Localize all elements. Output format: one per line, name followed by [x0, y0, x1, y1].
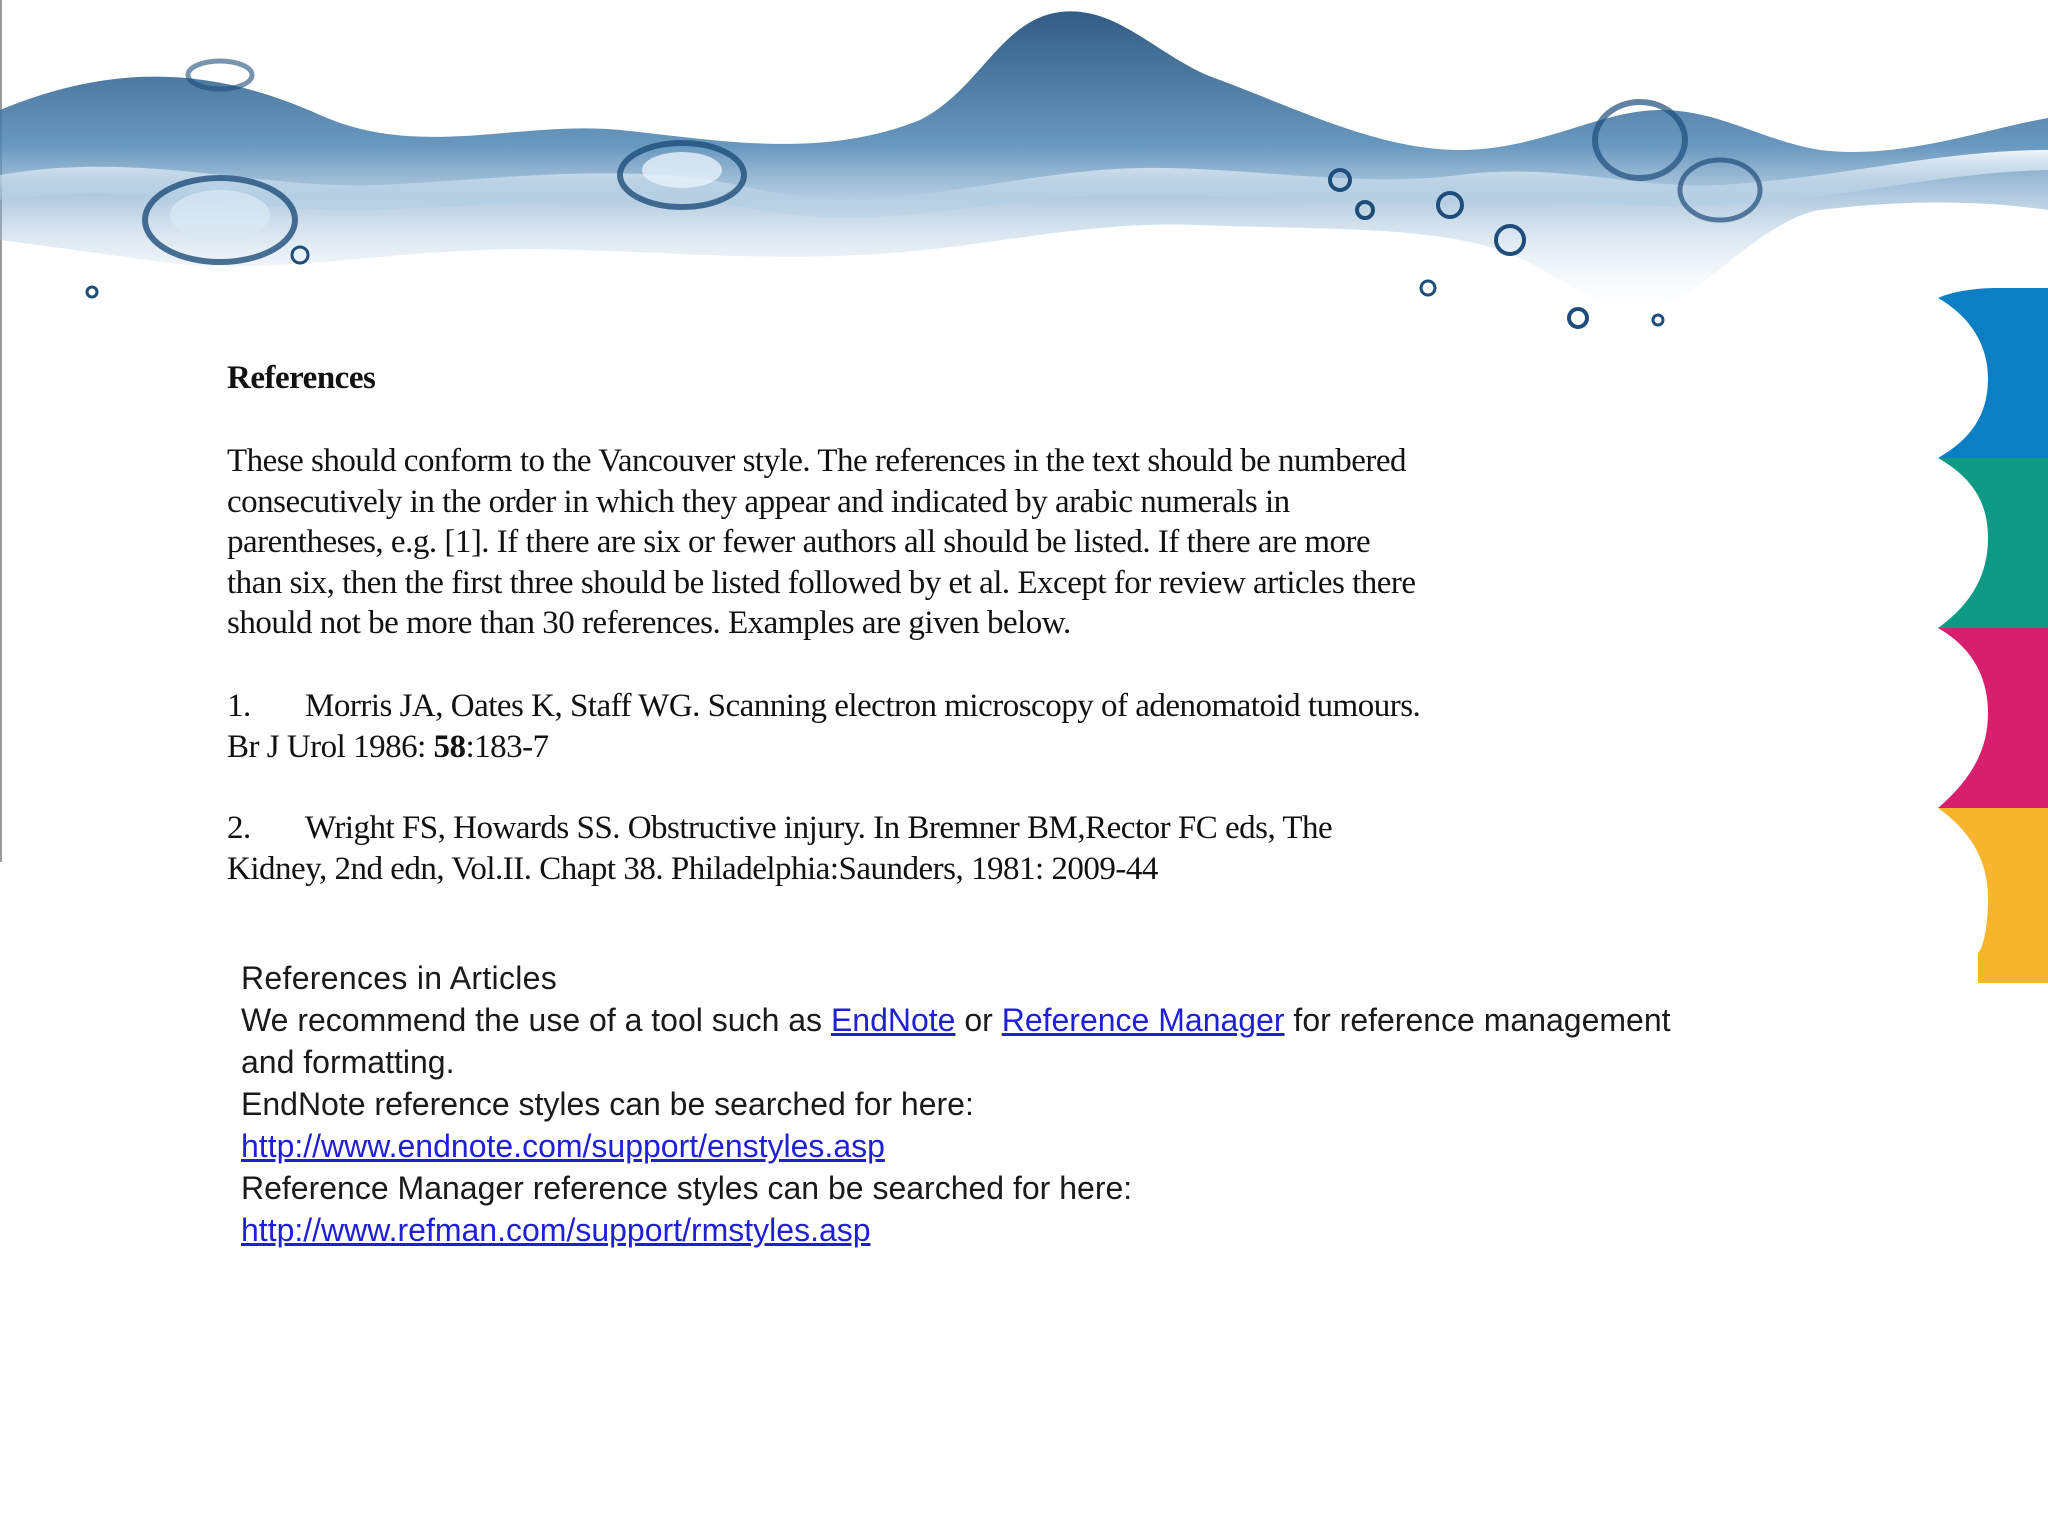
- blue-tab: [1938, 288, 2048, 458]
- reference-line: Wright FS, Howards SS. Obstructive injury. In Bremner BM,Rector FC eds, The: [305, 810, 1333, 846]
- intro-line: should not be more than 30 references. Examples are given below.: [227, 605, 1071, 641]
- endnote-styles-url[interactable]: http://www.endnote.com/support/enstyles.asp: [241, 1128, 885, 1164]
- reference-volume: 58: [433, 728, 466, 765]
- intro-line: These should conform to the Vancouver style. The references in the text should be numbered: [227, 443, 1406, 479]
- teal-tab: [1938, 458, 2048, 628]
- references-in-articles: [241, 957, 1941, 1251]
- reference-pages: :183-7: [465, 728, 549, 765]
- reference-citation: Kidney, 2nd edn, Vol.II. Chapt 38. Philadelphia:Saunders, 1981: 2009-44: [227, 850, 1158, 887]
- reference-example-2: [227, 808, 1587, 889]
- refman-styles-text: Reference Manager reference styles can be searched for here:: [241, 1170, 1133, 1206]
- reference-manager-link[interactable]: Reference Manager: [1001, 1002, 1285, 1038]
- endnote-link[interactable]: EndNote: [830, 1002, 956, 1038]
- reference-number: 2.: [227, 810, 251, 846]
- recommend-line-2: and formatting.: [241, 1044, 455, 1080]
- yellow-tab: [1938, 808, 2048, 983]
- magenta-tab: [1938, 628, 2048, 808]
- references-intro: [227, 441, 1587, 644]
- endnote-styles-text: EndNote reference styles can be searched for here:: [241, 1086, 974, 1122]
- refman-styles-url[interactable]: http://www.refman.com/support/rmstyles.asp: [241, 1212, 871, 1248]
- intro-line: than six, then the first three should be listed followed by et al. Except for review articles there: [227, 564, 1416, 601]
- water-splash-banner: [0, 0, 2048, 370]
- intro-line: consecutively in the order in which they appear and indicated by arabic numerals in: [227, 483, 1290, 520]
- reference-citation: Br J Urol 1986:: [227, 728, 434, 765]
- reference-line: Morris JA, Oates K, Staff WG. Scanning electron microscopy of adenomatoid tumours.: [305, 688, 1421, 724]
- reference-example-1: [227, 686, 1587, 767]
- colored-side-tabs: [1938, 288, 2048, 983]
- reference-number: 1.: [227, 688, 251, 724]
- references-heading: References: [227, 360, 376, 396]
- articles-heading: References in Articles: [241, 960, 558, 996]
- recommend-line: We recommend the use of a tool such as EndNote or Reference Manager for reference management: [241, 1002, 1671, 1038]
- intro-line: parentheses, e.g. [1]. If there are six or fewer authors all should be listed. If there are more: [227, 524, 1371, 560]
